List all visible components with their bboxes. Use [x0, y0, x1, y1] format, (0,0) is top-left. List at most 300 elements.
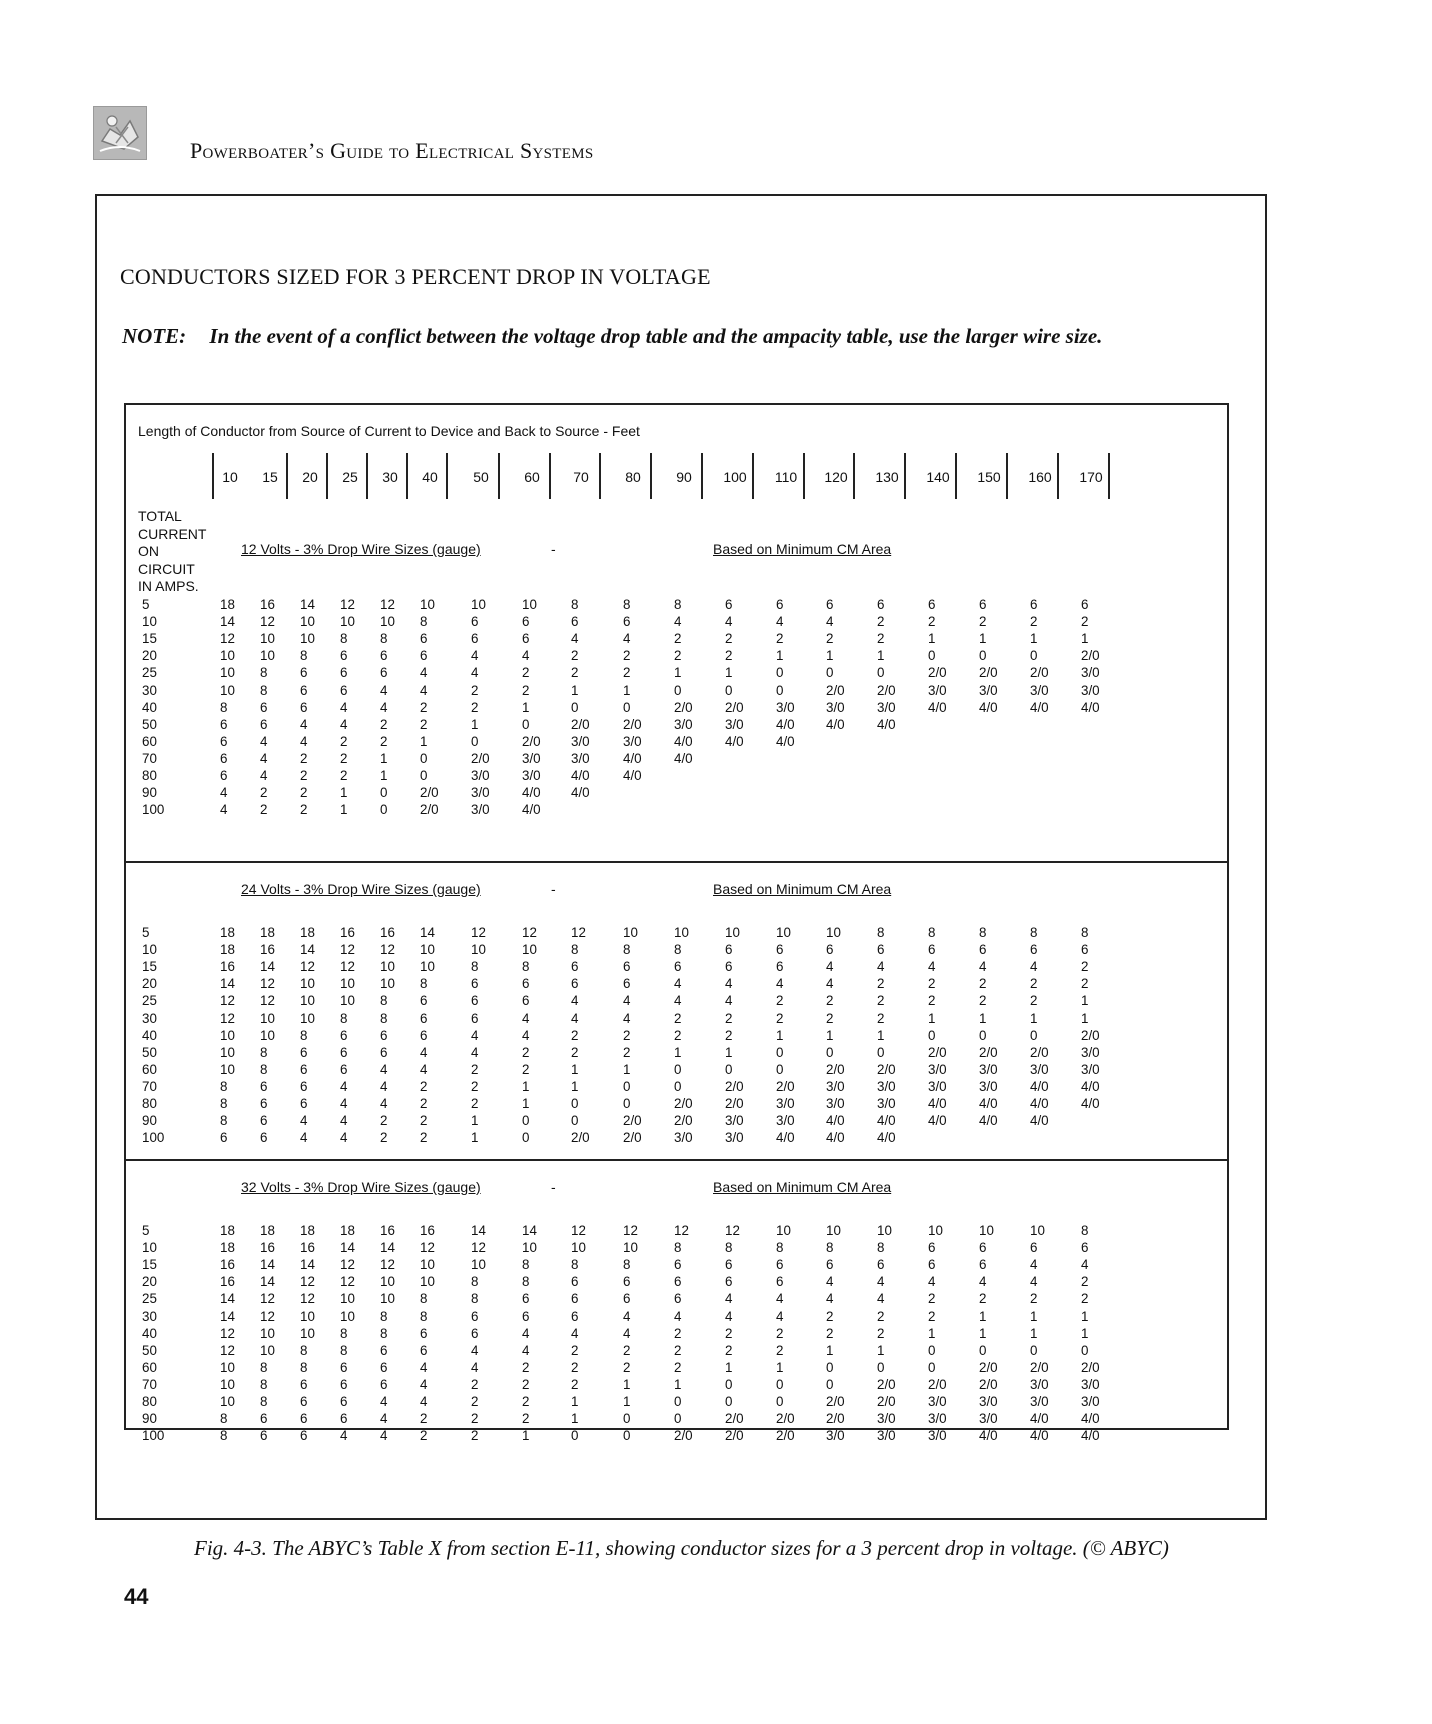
- wire-gauge-cell: 6: [471, 631, 479, 647]
- wire-gauge-cell: 2: [1030, 993, 1038, 1009]
- length-label: 170: [1079, 469, 1103, 485]
- wire-gauge-cell: 3/0: [1081, 1394, 1100, 1409]
- wire-gauge-cell: 2: [725, 648, 733, 664]
- wire-gauge-cell: 4: [674, 1308, 682, 1324]
- wire-gauge-cell: 4: [1030, 959, 1038, 975]
- amps-cell: 30: [142, 682, 157, 698]
- wire-gauge-cell: 2: [420, 1130, 428, 1146]
- wire-gauge-cell: 1: [877, 1342, 885, 1358]
- table-row: [126, 993, 1227, 1010]
- wire-gauge-cell: 4: [420, 665, 428, 681]
- wire-gauge-cell: 4/0: [674, 733, 693, 749]
- wire-gauge-cell: 4: [340, 1130, 348, 1146]
- wire-gauge-cell: 0: [623, 1411, 631, 1427]
- wire-gauge-cell: 4: [420, 1376, 428, 1392]
- wire-gauge-cell: 4: [623, 1308, 631, 1324]
- wire-gauge-cell: 0: [674, 1078, 682, 1094]
- wire-gauge-cell: 10: [725, 925, 740, 940]
- wire-gauge-cell: 6: [877, 942, 885, 958]
- wire-gauge-cell: 2/0: [826, 1411, 845, 1427]
- note-label: NOTE:: [122, 324, 187, 348]
- wire-gauge-cell: 2/0: [877, 1376, 896, 1392]
- wire-gauge-cell: 2: [623, 1342, 631, 1358]
- wire-gauge-cell: 0: [674, 1394, 682, 1409]
- wire-gauge-cell: 8: [380, 631, 388, 647]
- wire-gauge-cell: 2: [623, 1027, 631, 1043]
- wire-gauge-cell: 8: [380, 1325, 388, 1341]
- amps-cell: 40: [142, 1027, 157, 1043]
- table-row: [126, 1223, 1227, 1240]
- wire-gauge-cell: 6: [340, 648, 348, 664]
- wire-gauge-cell: 4: [220, 785, 228, 801]
- wire-gauge-cell: 1: [471, 1130, 479, 1146]
- wire-gauge-cell: 14: [300, 942, 315, 958]
- wire-gauge-cell: 1: [928, 631, 936, 647]
- wire-gauge-cell: 2: [674, 648, 682, 664]
- wire-gauge-cell: 6: [260, 1130, 268, 1146]
- wire-gauge-cell: 2/0: [1081, 1359, 1100, 1375]
- amps-cell: 10: [142, 1240, 157, 1256]
- wire-gauge-cell: 4/0: [522, 802, 541, 818]
- wire-gauge-cell: 6: [776, 1274, 784, 1290]
- wire-gauge-cell: 12: [340, 1274, 355, 1290]
- wire-gauge-cell: 14: [522, 1223, 537, 1238]
- axis-label-line: ON: [138, 543, 159, 559]
- wire-gauge-cell: 8: [420, 1308, 428, 1324]
- wire-gauge-cell: 4: [300, 716, 308, 732]
- wire-gauge-cell: 2: [1081, 1291, 1089, 1307]
- wire-gauge-cell: 6: [220, 750, 228, 766]
- wire-gauge-cell: 2/0: [826, 682, 845, 698]
- amps-cell: 60: [142, 1061, 157, 1077]
- length-label: 80: [625, 469, 641, 485]
- wire-gauge-cell: 2: [1081, 959, 1089, 975]
- wire-gauge-cell: 3/0: [776, 699, 795, 715]
- wire-gauge-cell: 8: [522, 959, 530, 975]
- wire-gauge-cell: 8: [928, 925, 936, 940]
- wire-gauge-cell: 2: [928, 976, 936, 992]
- wire-gauge-cell: 1: [623, 1376, 631, 1392]
- wire-gauge-cell: 8: [420, 1291, 428, 1307]
- length-label: 15: [262, 469, 278, 485]
- wire-gauge-cell: 4/0: [1030, 1411, 1049, 1427]
- wire-gauge-cell: 4: [300, 1130, 308, 1146]
- table-row: [126, 768, 1227, 785]
- wire-gauge-cell: 6: [674, 1257, 682, 1273]
- wire-gauge-cell: 6: [380, 1342, 388, 1358]
- wire-gauge-cell: 4/0: [979, 699, 998, 715]
- wire-gauge-cell: 0: [674, 682, 682, 698]
- length-divider: [599, 453, 601, 499]
- table-row: [126, 717, 1227, 734]
- table-row: [126, 1411, 1227, 1428]
- length-label: 130: [875, 469, 899, 485]
- wire-gauge-cell: 2: [1030, 976, 1038, 992]
- wire-gauge-cell: 6: [471, 1325, 479, 1341]
- wire-gauge-cell: 3/0: [623, 733, 642, 749]
- wire-gauge-cell: 1: [725, 1359, 733, 1375]
- wire-gauge-cell: 4/0: [979, 1428, 998, 1444]
- wire-gauge-cell: 4: [471, 1027, 479, 1043]
- wire-gauge-cell: 6: [877, 597, 885, 612]
- wire-gauge-cell: 10: [340, 976, 355, 992]
- wire-gauge-cell: 10: [522, 597, 537, 612]
- wire-gauge-cell: 8: [623, 942, 631, 958]
- wire-gauge-cell: 6: [979, 1240, 987, 1256]
- wire-gauge-cell: 1: [471, 716, 479, 732]
- wire-gauge-cell: 1: [725, 665, 733, 681]
- wire-gauge-cell: 0: [571, 1113, 579, 1129]
- wire-gauge-cell: 4: [471, 1359, 479, 1375]
- wire-gauge-cell: 10: [380, 1274, 395, 1290]
- wire-gauge-cell: 2: [877, 631, 885, 647]
- wire-gauge-cell: 6: [380, 1376, 388, 1392]
- wire-gauge-cell: 2: [674, 1010, 682, 1026]
- length-label: 140: [926, 469, 950, 485]
- wire-gauge-cell: 8: [522, 1257, 530, 1273]
- wire-gauge-cell: 16: [220, 1274, 235, 1290]
- length-label: 110: [774, 469, 798, 485]
- wire-gauge-cell: 10: [300, 631, 315, 647]
- section-based-label: Based on Minimum CM Area: [713, 1179, 892, 1195]
- wire-gauge-cell: 1: [674, 665, 682, 681]
- wire-gauge-cell: 14: [420, 925, 435, 940]
- wire-gauge-cell: 4: [776, 614, 784, 630]
- table-row: [126, 1045, 1227, 1062]
- amps-cell: 25: [142, 993, 157, 1009]
- wire-gauge-cell: 3/0: [776, 1113, 795, 1129]
- wire-gauge-cell: 1: [877, 648, 885, 664]
- wire-gauge-cell: 4: [674, 976, 682, 992]
- wire-gauge-cell: 2: [928, 1308, 936, 1324]
- wire-gauge-cell: 1: [1081, 1010, 1089, 1026]
- wire-gauge-cell: 4: [380, 699, 388, 715]
- length-divider: [446, 453, 448, 499]
- wire-gauge-cell: 0: [725, 682, 733, 698]
- wire-gauge-cell: 12: [220, 1325, 235, 1341]
- wire-gauge-cell: 4: [1030, 1257, 1038, 1273]
- wire-gauge-cell: 8: [471, 1291, 479, 1307]
- wire-gauge-cell: 8: [260, 1044, 268, 1060]
- wire-gauge-cell: 10: [420, 1257, 435, 1273]
- wire-gauge-cell: 3/0: [1081, 665, 1100, 681]
- wire-gauge-cell: 14: [300, 1257, 315, 1273]
- wire-gauge-cell: 1: [776, 1027, 784, 1043]
- wire-gauge-cell: 2: [979, 993, 987, 1009]
- wire-gauge-cell: 1: [471, 1113, 479, 1129]
- wire-gauge-cell: 1: [826, 1342, 834, 1358]
- amps-cell: 20: [142, 1274, 157, 1290]
- wire-gauge-cell: 2: [522, 1411, 530, 1427]
- wire-gauge-cell: 12: [471, 925, 486, 940]
- wire-gauge-cell: 2: [300, 768, 308, 783]
- wire-gauge-cell: 4/0: [979, 1096, 998, 1111]
- wire-gauge-cell: 1: [420, 733, 428, 749]
- wire-gauge-cell: 6: [928, 597, 936, 612]
- wire-gauge-cell: 10: [471, 942, 486, 958]
- length-label: 25: [342, 469, 358, 485]
- wire-gauge-cell: 2: [877, 993, 885, 1009]
- wire-gauge-cell: 6: [1030, 942, 1038, 958]
- wire-gauge-cell: 6: [420, 1325, 428, 1341]
- wire-gauge-cell: 4: [522, 1342, 530, 1358]
- wire-gauge-cell: 18: [300, 925, 315, 940]
- table-row: [126, 751, 1227, 768]
- wire-gauge-cell: 2: [260, 785, 268, 801]
- wire-gauge-cell: 3/0: [725, 716, 744, 732]
- wire-gauge-cell: 6: [571, 959, 579, 975]
- wire-gauge-cell: 4/0: [1030, 1113, 1049, 1129]
- wire-gauge-cell: 10: [260, 648, 275, 664]
- axis-label-line: TOTAL: [138, 508, 182, 524]
- wire-gauge-cell: 3/0: [979, 1411, 998, 1427]
- wire-gauge-cell: 4: [220, 802, 228, 818]
- wire-gauge-cell: 3/0: [1030, 1061, 1049, 1077]
- wire-gauge-cell: 2: [674, 1359, 682, 1375]
- wire-gauge-cell: 8: [877, 1240, 885, 1256]
- wire-gauge-cell: 3/0: [471, 802, 490, 818]
- wire-gauge-cell: 8: [220, 699, 228, 715]
- wire-gauge-cell: 18: [220, 942, 235, 958]
- section-dash: -: [551, 1179, 556, 1195]
- wire-gauge-cell: 1: [928, 1325, 936, 1341]
- wire-gauge-cell: 4: [522, 648, 530, 664]
- wire-gauge-cell: 10: [220, 1359, 235, 1375]
- table-row: [126, 942, 1227, 959]
- amps-cell: 5: [142, 597, 150, 612]
- wire-gauge-cell: 3/0: [928, 682, 947, 698]
- wire-gauge-cell: 2: [420, 716, 428, 732]
- wire-gauge-cell: 3/0: [979, 682, 998, 698]
- amps-cell: 80: [142, 1096, 157, 1111]
- wire-gauge-cell: 2/0: [674, 1113, 693, 1129]
- wire-gauge-cell: 0: [380, 802, 388, 818]
- wire-gauge-cell: 2: [471, 682, 479, 698]
- wire-gauge-cell: 8: [220, 1411, 228, 1427]
- wire-gauge-cell: 4: [826, 1274, 834, 1290]
- table-row: [126, 597, 1227, 614]
- wire-gauge-cell: 8: [725, 1240, 733, 1256]
- amps-cell: 15: [142, 631, 157, 647]
- length-label: 160: [1028, 469, 1052, 485]
- wire-gauge-cell: 18: [220, 597, 235, 612]
- wire-gauge-cell: 6: [725, 959, 733, 975]
- wire-gauge-cell: 8: [380, 1010, 388, 1026]
- wire-gauge-cell: 2/0: [776, 1428, 795, 1444]
- wire-gauge-cell: 4: [420, 1394, 428, 1409]
- wire-gauge-cell: 2: [776, 1010, 784, 1026]
- wire-gauge-cell: 4: [300, 733, 308, 749]
- wire-gauge-cell: 10: [380, 1291, 395, 1307]
- wire-gauge-cell: 2: [340, 733, 348, 749]
- wire-gauge-cell: 6: [471, 993, 479, 1009]
- wire-gauge-cell: 0: [380, 785, 388, 801]
- axis-label-line: IN AMPS.: [138, 578, 199, 594]
- wire-gauge-cell: 3/0: [674, 1130, 693, 1146]
- wire-gauge-cell: 6: [471, 976, 479, 992]
- wire-gauge-cell: 6: [260, 1411, 268, 1427]
- table-row: [126, 1062, 1227, 1079]
- wire-gauge-cell: 2/0: [571, 716, 590, 732]
- wire-gauge-cell: 6: [300, 1376, 308, 1392]
- wire-gauge-cell: 6: [522, 976, 530, 992]
- table-row: [126, 1291, 1227, 1308]
- wire-gauge-cell: 2: [725, 1010, 733, 1026]
- table-row: [126, 785, 1227, 802]
- wire-gauge-cell: 6: [522, 614, 530, 630]
- wire-gauge-cell: 2: [420, 1411, 428, 1427]
- running-head: Powerboater’s Guide to Electrical Systems: [190, 138, 594, 163]
- amps-cell: 50: [142, 1044, 157, 1060]
- wire-gauge-cell: 0: [826, 1044, 834, 1060]
- length-divider: [803, 453, 805, 499]
- wire-gauge-cell: 6: [725, 1274, 733, 1290]
- wire-gauge-cell: 12: [340, 959, 355, 975]
- wire-gauge-cell: 2: [826, 993, 834, 1009]
- wire-gauge-cell: 8: [260, 1359, 268, 1375]
- wire-gauge-cell: 6: [674, 959, 682, 975]
- wire-gauge-cell: 2/0: [471, 750, 490, 766]
- wire-gauge-cell: 6: [420, 993, 428, 1009]
- wire-gauge-cell: 2: [623, 1044, 631, 1060]
- wire-gauge-cell: 1: [522, 1096, 530, 1111]
- wire-gauge-cell: 10: [340, 993, 355, 1009]
- wire-gauge-cell: 4: [623, 631, 631, 647]
- length-divider: [286, 453, 288, 499]
- wire-gauge-cell: 1: [979, 1010, 987, 1026]
- wire-gauge-cell: 4: [380, 1428, 388, 1444]
- wire-gauge-cell: 4: [776, 976, 784, 992]
- wire-gauge-cell: 4/0: [725, 733, 744, 749]
- wire-gauge-cell: 6: [260, 1428, 268, 1444]
- wire-gauge-cell: 12: [300, 1291, 315, 1307]
- wire-gauge-cell: 3/0: [471, 785, 490, 801]
- wire-gauge-cell: 10: [220, 682, 235, 698]
- wire-gauge-cell: 0: [522, 1113, 530, 1129]
- wire-gauge-cell: 2: [420, 699, 428, 715]
- wire-gauge-cell: 3/0: [877, 1096, 896, 1111]
- wire-gauge-cell: 0: [776, 1044, 784, 1060]
- length-label: 30: [382, 469, 398, 485]
- wire-gauge-cell: 2: [1081, 976, 1089, 992]
- wire-gauge-cell: 1: [571, 1394, 579, 1409]
- wire-gauge-cell: 6: [220, 716, 228, 732]
- wire-gauge-cell: 2: [471, 1428, 479, 1444]
- wire-gauge-cell: 6: [826, 942, 834, 958]
- wire-gauge-cell: 6: [623, 614, 631, 630]
- wire-gauge-cell: 1: [1081, 993, 1089, 1009]
- wire-gauge-cell: 4: [340, 1113, 348, 1129]
- wire-gauge-cell: 1: [340, 802, 348, 818]
- amps-cell: 70: [142, 1078, 157, 1094]
- wire-gauge-cell: 14: [220, 1291, 235, 1307]
- wire-gauge-cell: 6: [340, 665, 348, 681]
- section-divider: [126, 1159, 1227, 1161]
- wire-gauge-cell: 10: [571, 1240, 586, 1256]
- section-header: [241, 1179, 892, 1195]
- wire-gauge-cell: 2: [471, 1394, 479, 1409]
- wire-gauge-cell: 6: [260, 1096, 268, 1111]
- wire-gauge-cell: 0: [979, 1027, 987, 1043]
- wire-gauge-cell: 0: [928, 648, 936, 664]
- wire-gauge-cell: 12: [220, 1010, 235, 1026]
- wire-gauge-cell: 0: [776, 1061, 784, 1077]
- wire-gauge-cell: 2/0: [928, 665, 947, 681]
- length-divider: [326, 453, 328, 499]
- wire-gauge-cell: 0: [877, 1359, 885, 1375]
- wire-gauge-cell: 10: [522, 942, 537, 958]
- amps-cell: 100: [142, 802, 165, 818]
- wire-gauge-cell: 18: [220, 1223, 235, 1238]
- wire-gauge-cell: 8: [674, 1240, 682, 1256]
- amps-cell: 100: [142, 1130, 165, 1146]
- table-row: [126, 1309, 1227, 1326]
- wire-gauge-cell: 2: [979, 976, 987, 992]
- table-header: Length of Conductor from Source of Current to Device and Back to Source - Feet: [138, 423, 640, 439]
- section-dash: -: [551, 541, 556, 557]
- length-divider: [1108, 453, 1110, 499]
- wire-gauge-cell: 6: [826, 597, 834, 612]
- wire-gauge-cell: 0: [471, 733, 479, 749]
- section-header: [241, 881, 892, 897]
- wire-gauge-cell: 4: [380, 1394, 388, 1409]
- wire-gauge-cell: 2: [826, 631, 834, 647]
- table-row: [126, 665, 1227, 682]
- wire-gauge-cell: 8: [220, 1078, 228, 1094]
- wire-gauge-cell: 6: [1030, 1240, 1038, 1256]
- table-row: [126, 1028, 1227, 1045]
- wire-gauge-cell: 2: [979, 1291, 987, 1307]
- length-label: 90: [676, 469, 692, 485]
- wire-gauge-cell: 3/0: [877, 1411, 896, 1427]
- wire-gauge-cell: 14: [260, 1274, 275, 1290]
- wire-gauge-cell: 12: [420, 1240, 435, 1256]
- wire-gauge-cell: 4/0: [571, 768, 590, 783]
- wire-gauge-cell: 3/0: [1081, 682, 1100, 698]
- wire-gauge-cell: 4: [340, 716, 348, 732]
- wire-gauge-cell: 4: [571, 993, 579, 1009]
- length-label: 70: [573, 469, 589, 485]
- wire-gauge-cell: 2: [340, 750, 348, 766]
- wire-gauge-cell: 6: [300, 1428, 308, 1444]
- wire-gauge-cell: 4: [776, 1291, 784, 1307]
- length-divider: [853, 453, 855, 499]
- wire-gauge-cell: 8: [340, 1325, 348, 1341]
- wire-gauge-cell: 4: [623, 993, 631, 1009]
- wire-gauge-cell: 8: [220, 1096, 228, 1111]
- amps-cell: 10: [142, 942, 157, 958]
- wire-gauge-cell: 3/0: [1030, 1376, 1049, 1392]
- wire-gauge-cell: 2/0: [420, 802, 439, 818]
- wire-gauge-cell: 2/0: [928, 1044, 947, 1060]
- wire-gauge-cell: 2/0: [725, 1078, 744, 1094]
- wire-gauge-cell: 6: [380, 1359, 388, 1375]
- wire-gauge-cell: 4/0: [826, 1130, 845, 1146]
- wire-gauge-cell: 2: [380, 716, 388, 732]
- wire-gauge-cell: 2: [674, 1342, 682, 1358]
- wire-gauge-cell: 4: [877, 1291, 885, 1307]
- wire-gauge-cell: 2: [471, 699, 479, 715]
- wire-gauge-cell: 4/0: [571, 785, 590, 801]
- wire-gauge-cell: 8: [220, 1113, 228, 1129]
- wire-gauge-cell: 2: [776, 1325, 784, 1341]
- wire-gauge-cell: 1: [522, 1428, 530, 1444]
- wire-gauge-cell: 3/0: [571, 733, 590, 749]
- wire-gauge-cell: 6: [928, 1240, 936, 1256]
- wire-gauge-cell: 10: [776, 925, 791, 940]
- wire-gauge-cell: 18: [260, 1223, 275, 1238]
- wire-gauge-cell: 6: [380, 648, 388, 664]
